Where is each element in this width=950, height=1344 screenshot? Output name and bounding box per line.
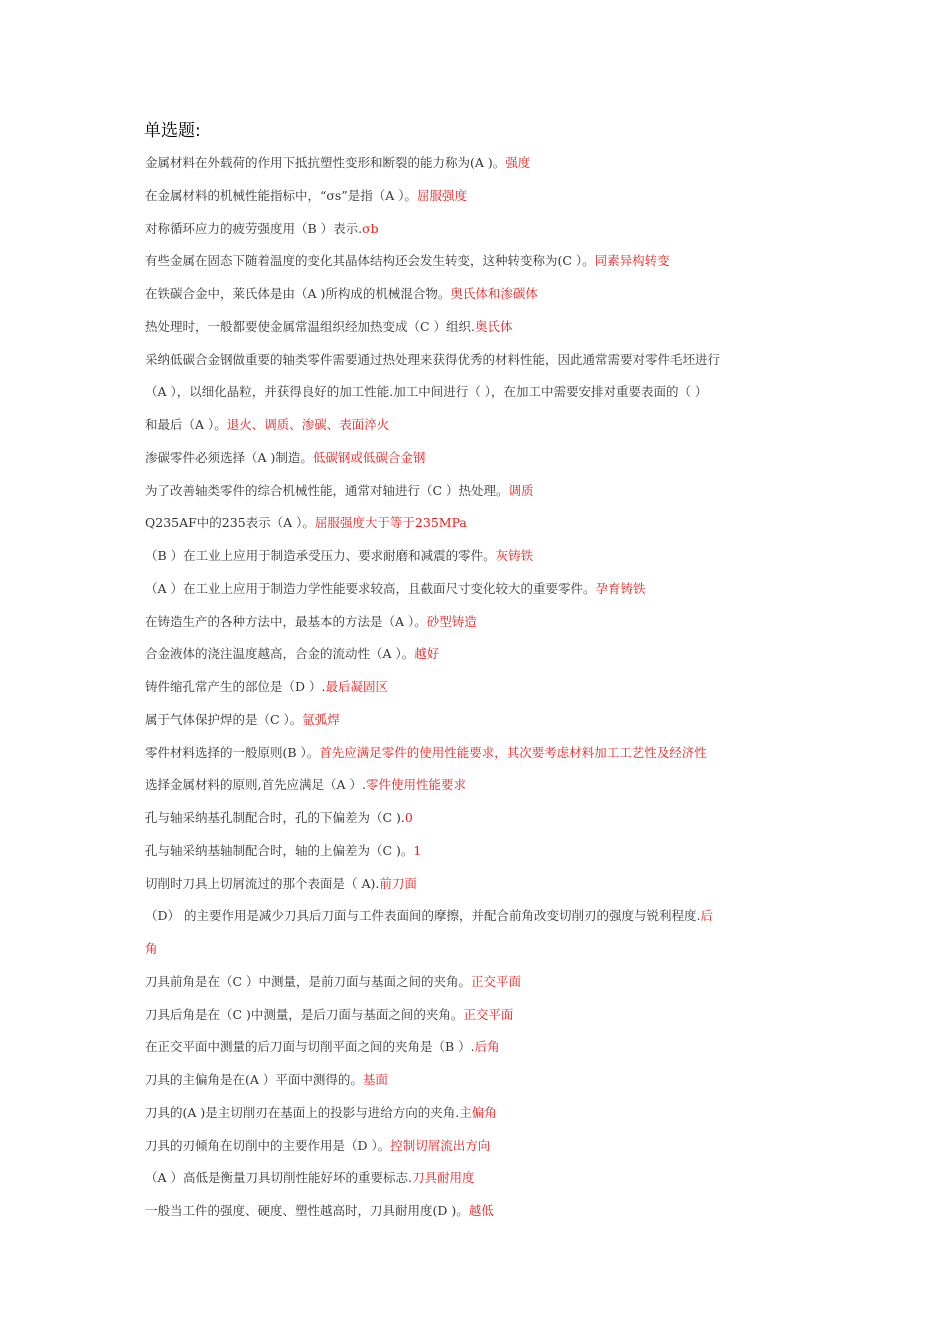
question-text: （A ），以细化晶粒，并获得良好的加工性能.加工中间进行（ ），在加工中需要安排对重要表面的（ ） [145, 384, 708, 400]
answer-text: 最后凝固区 [325, 679, 388, 694]
answer-text: 角 [145, 941, 158, 956]
question-text: 一般当工件的强度、硬度、塑性越高时，刀具耐用度(D )。 [145, 1203, 469, 1218]
question-text: 刀具的(A )是主切削刃在基面上的投影与进给方向的夹角. [145, 1104, 460, 1120]
question-text: 刀具后角是在（C )中测量，是后刀面与基面之间的夹角。 [145, 1006, 464, 1022]
question-text: 铸件缩孔常产生的部位是（D ）. [145, 679, 326, 694]
question-text: 孔与轴采纳基轴制配合时，轴的上偏差为（C )。 [145, 842, 414, 858]
answer-text: 越好 [414, 646, 440, 662]
question-line [145, 606, 810, 639]
answer-text: 刀具耐用度 [411, 1170, 475, 1186]
answer-text: 同素异构转变 [594, 253, 670, 269]
question-line [145, 311, 810, 344]
answer-text: 退火、调质、渗碳、表面淬火 [226, 417, 390, 432]
question-text: 热处理时，一般都要使金属常温组织经加热变成（C ）组织. [145, 318, 476, 334]
question-text: 选择金属材料的原则,首先应满足（A ）. [145, 777, 366, 793]
question-line [145, 475, 810, 508]
answer-text: 正交平面 [471, 973, 522, 989]
question-text: （A ）在工业上应用于制造力学性能要求较高，且截面尺寸变化较大的重要零件。 [145, 580, 596, 596]
question-line [145, 802, 810, 835]
question-line [145, 1162, 810, 1195]
question-line [145, 638, 810, 671]
answer-text: 正交平面 [463, 1006, 514, 1022]
answer-text: 强度 [505, 155, 531, 170]
answer-text: 后 [700, 908, 713, 924]
question-list [145, 147, 810, 1228]
question-line [145, 671, 810, 704]
question-text: 零件材料选择的一般原则(B ）。 [145, 744, 320, 760]
answer-text: 越低 [468, 1203, 494, 1218]
answer-text: 主偏角 [459, 1104, 497, 1120]
question-text: （B ）在工业上应用于制造承受压力、要求耐磨和减震的零件。 [145, 548, 496, 563]
question-line [145, 1195, 810, 1228]
question-line [145, 737, 810, 770]
question-line [145, 933, 810, 966]
question-text: 为了改善轴类零件的综合机械性能，通常对轴进行（C ）热处理。 [145, 482, 509, 498]
question-text: 孔与轴采纳基孔制配合时，孔的下偏差为（C ). [145, 810, 405, 825]
question-text: 在铁碳合金中，莱氏体是由（A )所构成的机械混合物。 [145, 286, 451, 301]
question-line [145, 278, 810, 311]
question-line [145, 147, 810, 180]
answer-text: 首先应满足零件的使用性能要求，其次要考虑材料加工工艺性及经济性 [319, 744, 707, 760]
question-line [145, 1064, 810, 1097]
answer-text: 后角 [474, 1039, 500, 1055]
question-text: 刀具前角是在（C ）中测量，是前刀面与基面之间的夹角。 [145, 973, 472, 989]
question-text: 在正交平面中测量的后刀面与切削平面之间的夹角是（B ）. [145, 1039, 475, 1055]
question-line [145, 966, 810, 999]
question-line [145, 868, 810, 901]
question-text: （D） 的主要作用是减少刀具后刀面与工件表面间的摩擦，并配合前角改变切削刃的强度与锐利程度. [145, 908, 701, 924]
answer-text: 前刀面 [379, 875, 417, 891]
answer-text: 奥氏体和渗碳体 [450, 286, 538, 301]
answer-text: 低碳钢或低碳合金钢 [312, 449, 426, 465]
section-heading: 单选题: [144, 121, 201, 141]
answer-text: 屈服强度 [416, 187, 467, 203]
answer-text: 零件使用性能要求 [365, 777, 466, 793]
question-line [145, 213, 810, 246]
question-text: 刀具的主偏角是在(A ）平面中测得的。 [145, 1072, 363, 1087]
answer-text: 孕育铸铁 [595, 580, 646, 596]
question-line [145, 769, 810, 802]
question-line [145, 540, 810, 573]
question-line [145, 1130, 810, 1163]
question-line [145, 442, 810, 475]
question-text: 在铸造生产的各种方法中，最基本的方法是（A ）。 [145, 613, 427, 629]
answer-text: σb [362, 220, 379, 236]
question-text: 和最后（A ）。 [145, 417, 227, 432]
question-line [145, 835, 810, 868]
question-line [145, 1097, 810, 1130]
answer-text: 奥氏体 [475, 318, 513, 334]
question-line [145, 376, 810, 409]
answer-text: 氩弧焊 [302, 711, 340, 727]
question-line [145, 704, 810, 737]
question-text: Q235AF中的235表示（A ）。 [145, 515, 315, 531]
answer-text: 1 [413, 842, 422, 858]
question-text: 在金属材料的机械性能指标中，“σs”是指（A ）。 [145, 187, 417, 203]
answer-text: 基面 [362, 1072, 388, 1087]
answer-text: 调质 [508, 482, 534, 498]
question-text: 有些金属在固态下随着温度的变化其晶体结构还会发生转变，这种转变称为(C ）。 [145, 253, 595, 269]
question-line [145, 1031, 810, 1064]
question-line [145, 245, 810, 278]
question-text: 对称循环应力的疲劳强度用（B ）表示. [145, 220, 363, 236]
answer-text: 灰铸铁 [495, 548, 534, 563]
question-text: （A ）高低是衡量刀具切削性能好坏的重要标志. [145, 1170, 412, 1186]
question-text: 刀具的刃倾角在切削中的主要作用是（D ）。 [145, 1137, 391, 1153]
answer-text: 屈服强度大于等于235MPa [314, 515, 467, 531]
answer-text: 控制切屑流出方向 [390, 1137, 491, 1153]
question-text: 金属材料在外载荷的作用下抵抗塑性变形和断裂的能力称为(A )。 [145, 155, 506, 170]
question-text: 切削时刀具上切屑流过的那个表面是（ A). [145, 875, 380, 891]
question-line [145, 344, 810, 377]
answer-text: 0 [404, 810, 413, 825]
question-text: 属于气体保护焊的是（C ）。 [145, 711, 303, 727]
question-text: 合金液体的浇注温度越高，合金的流动性（A ）。 [145, 646, 415, 662]
question-text: 采纳低碳合金钢做重要的轴类零件需要通过热处理来获得优秀的材料性能，因此通常需要对零件毛坯进行 [145, 351, 721, 367]
question-line [145, 573, 810, 606]
question-line [145, 409, 810, 442]
answer-text: 砂型铸造 [426, 613, 477, 629]
question-line [145, 180, 810, 213]
question-line [145, 999, 810, 1032]
question-line [145, 900, 810, 933]
question-line [145, 507, 810, 540]
question-text: 渗碳零件必须选择（A )制造。 [145, 449, 313, 465]
